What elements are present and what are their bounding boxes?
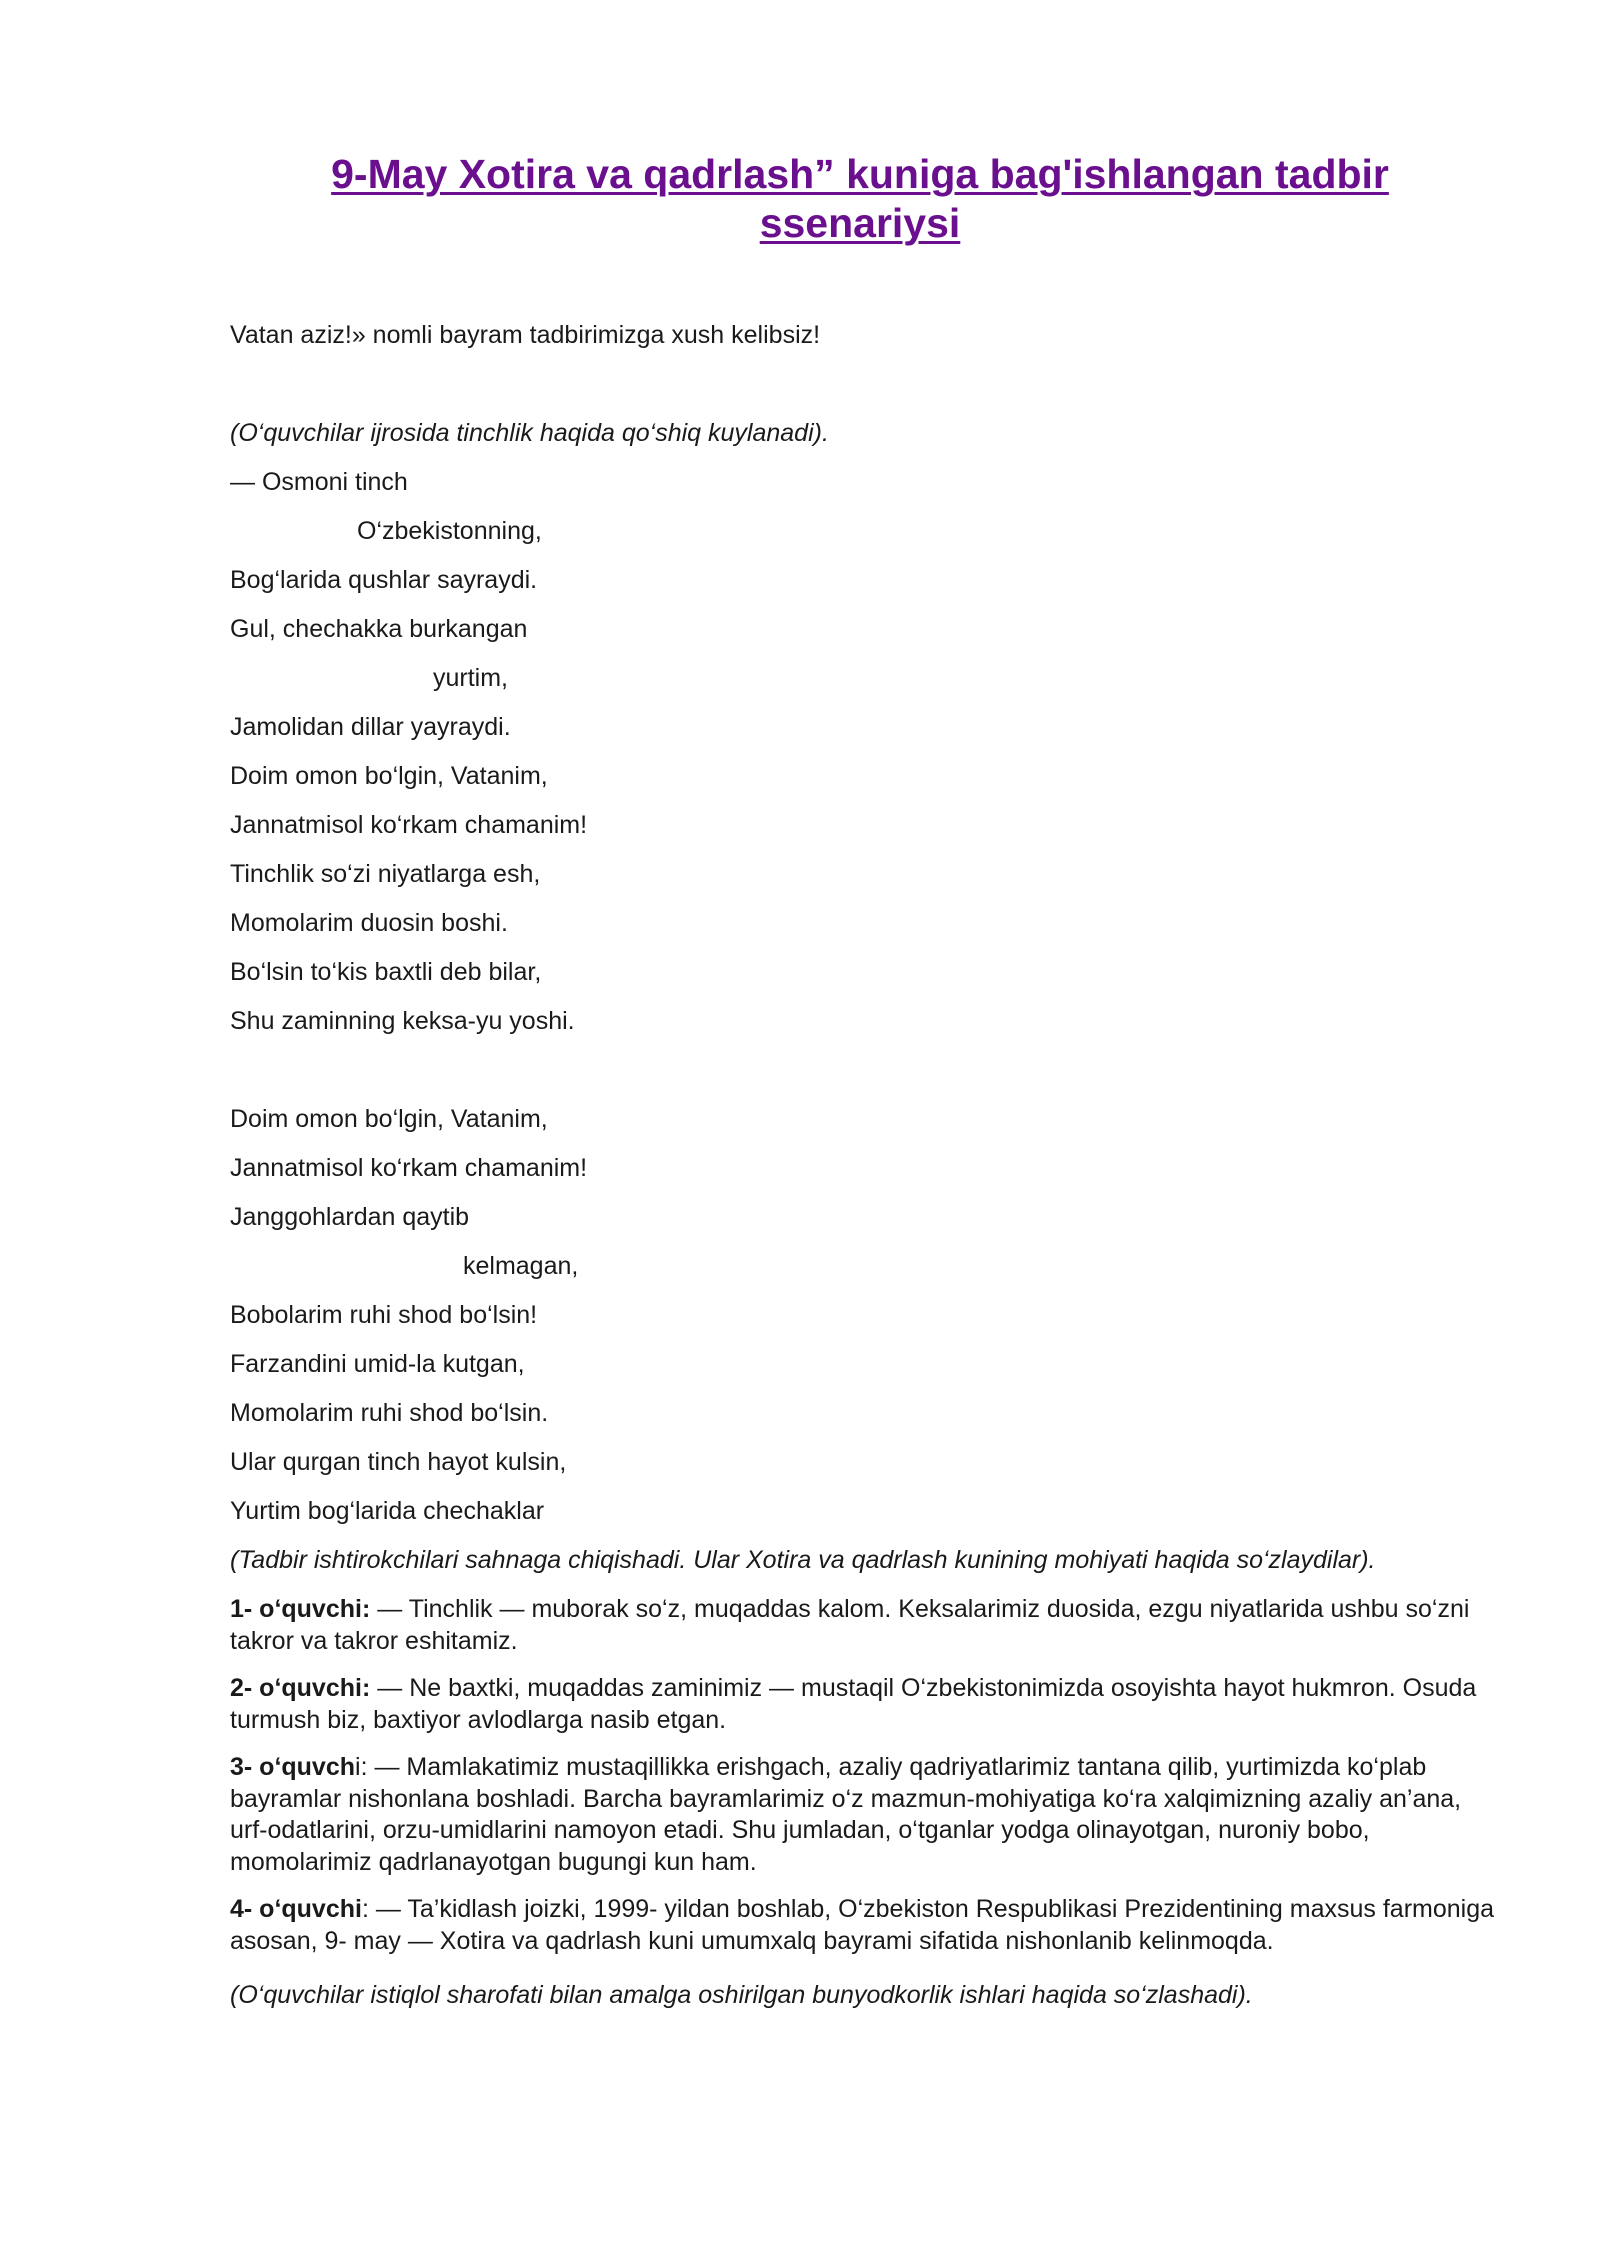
poem-line: yurtim,: [433, 664, 508, 692]
poem-line: Tinchlik so‘zi niyatlarga esh,: [230, 860, 541, 888]
speaker-label: 4- o‘quvchi: [230, 1895, 362, 1923]
poem-line: Ular qurgan tinch hayot kulsin,: [230, 1448, 567, 1476]
poem-line: Janggohlardan qaytib: [230, 1203, 470, 1231]
speech-paragraph: [230, 1594, 1500, 1657]
speech-text: — Tinchlik — muborak so‘z, muqaddas kalom. Keksalarimiz duosida, ezgu niyatlarida ushbu so‘zni takror va takror eshitamiz.: [230, 1595, 1470, 1655]
speech-paragraph: [230, 1894, 1500, 1957]
poem-line: — Osmoni tinch: [230, 468, 408, 496]
speech-paragraph: [230, 1673, 1500, 1736]
stage-direction-participants: (Tadbir ishtirokchilari sahnaga chiqishadi. Ular Xotira va qadrlash kunining mohiyati haqida so‘zlaydilar).: [230, 1546, 1376, 1574]
speech-text: : — Ta’kidlash joizki, 1999- yildan boshlab, O‘zbekiston Respublikasi Prezidentining maxsus farmoniga asosan, 9- may — Xotira va qadrlash kuni umumxalq bayrami sifatida nishonlanib kelinmoqda.: [230, 1895, 1495, 1955]
title-line-1: 9-May Xotira va qadrlash” kuniga bag'ishlangan tadbir: [331, 151, 1389, 197]
poem-line: kelmagan,: [463, 1252, 579, 1280]
speaker-label: 1- o‘quvchi:: [230, 1595, 371, 1623]
poem-line: Doim omon bo‘lgin, Vatanim,: [230, 762, 548, 790]
poem-line: Momolarim ruhi shod bo‘lsin.: [230, 1399, 549, 1427]
poem-line: Bo‘lsin to‘kis baxtli deb bilar,: [230, 958, 542, 986]
poem-line: Jamolidan dillar yayraydi.: [230, 713, 511, 741]
poem-line: Gul, chechakka burkangan: [230, 615, 528, 643]
title-line-2: ssenariysi: [759, 200, 961, 246]
poem-line: Momolarim duosin boshi.: [230, 909, 508, 937]
stage-direction-song: (O‘quvchilar ijrosida tinchlik haqida qo‘shiq kuylanadi).: [230, 419, 829, 447]
poem-line: Farzandini umid-la kutgan,: [230, 1350, 525, 1378]
poem-line: O‘zbekistonning,: [357, 517, 542, 545]
speaker-label: 2- o‘quvchi:: [230, 1674, 371, 1702]
speech-paragraph: [230, 1752, 1500, 1878]
document-title: [230, 150, 1490, 248]
poem-line: Jannatmisol ko‘rkam chamanim!: [230, 811, 588, 839]
poem-line: Jannatmisol ko‘rkam chamanim!: [230, 1154, 588, 1182]
welcome-line: Vatan aziz!» nomli bayram tadbirimizga xush kelibsiz!: [230, 321, 821, 349]
poem-line: Yurtim bog‘larida chechaklar: [230, 1497, 545, 1525]
speaker-label: 3- o‘quvch: [230, 1753, 356, 1781]
poem-line: Bog‘larida qushlar sayraydi.: [230, 566, 538, 594]
poem-line: Doim omon bo‘lgin, Vatanim,: [230, 1105, 548, 1133]
speech-text: — Ne baxtki, muqaddas zaminimiz — mustaqil O‘zbekistonimizda osoyishta hayot hukmron. Osuda turmush biz, baxtiyor avlodlarga nasib etgan.: [230, 1674, 1477, 1734]
poem-line: Bobolarim ruhi shod bo‘lsin!: [230, 1301, 538, 1329]
speech-text: i: — Mamlakatimiz mustaqillikka erishgach, azaliy qadriyatlarimiz tantana qilib, yurtimizda ko‘plab bayramlar nishonlana boshladi. Barcha bayramlarimiz o‘z mazmun-mohiyatiga ko‘ra xalqimizning azaliy an’ana, urf-odatlarini, orzu-umidlarini namoyon etadi. Shu jumladan, o‘tganlar yodga olinayotgan, nuroniy bobo, momolarimiz qadrlanayotgan bugungi kun ham.: [230, 1753, 1462, 1876]
poem-line: Shu zaminning keksa-yu yoshi.: [230, 1007, 575, 1035]
stage-direction-final: (O‘quvchilar istiqlol sharofati bilan amalga oshirilgan bunyodkorlik ishlari haqida so‘zlashadi).: [230, 1981, 1253, 2009]
